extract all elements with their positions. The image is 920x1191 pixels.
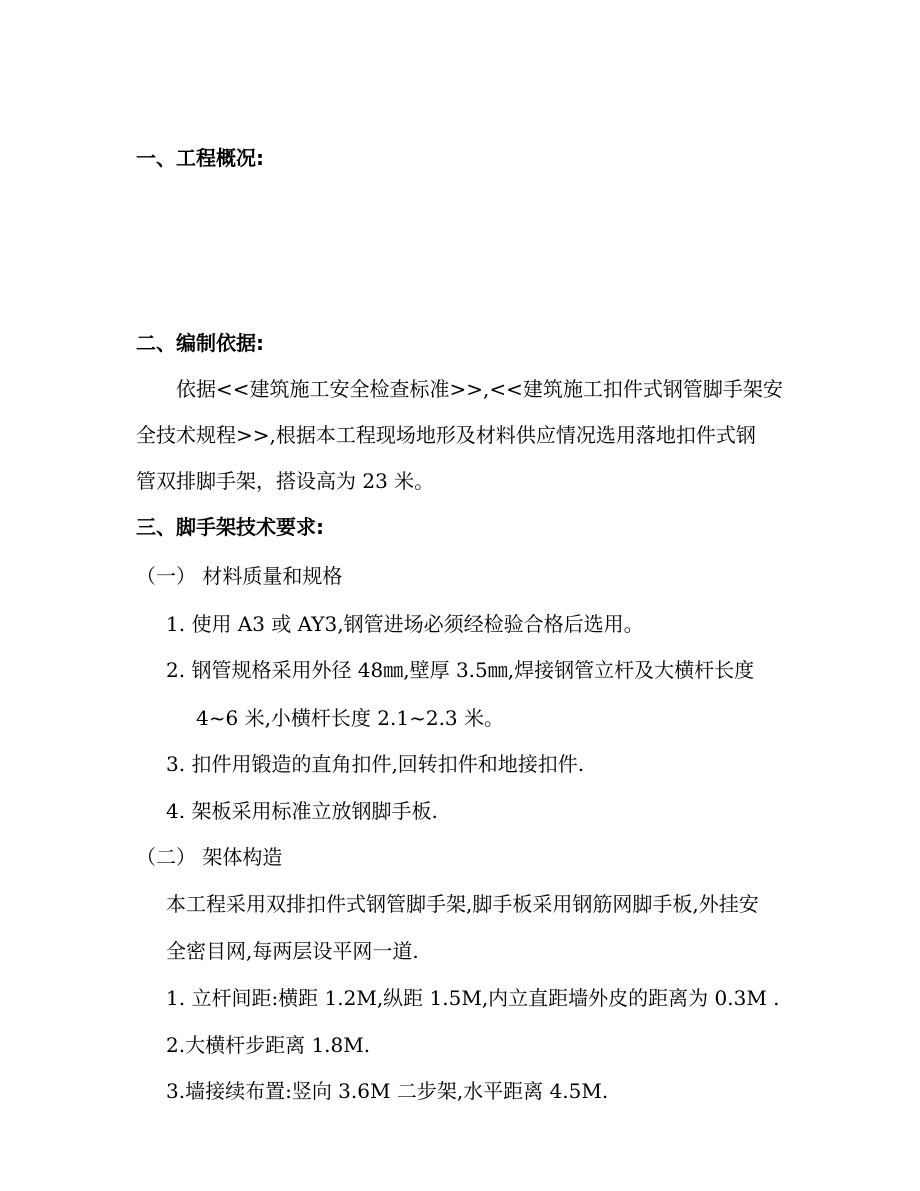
subsection-2-paragraph-line-1: 本工程采用双排扣件式钢管脚手架,脚手板采用钢筋网脚手板,外挂安: [166, 892, 759, 916]
subsection-1-item-2-line-2: 4~6 米,小横杆长度 2.1~2.3 米。: [196, 706, 505, 730]
subsection-1-item-3: 3. 扣件用锻造的直角扣件,回转扣件和地接扣件.: [166, 752, 585, 776]
subsection-1-heading: （一） 材料质量和规格: [136, 564, 343, 588]
subsection-1-item-2-line-1: 2. 钢管规格采用外径 48㎜,壁厚 3.5㎜,焊接钢管立杆及大横杆长度: [166, 658, 755, 682]
subsection-2-heading: （二） 架体构造: [136, 845, 283, 869]
subsection-2-paragraph-line-2: 全密目网,每两层设平网一道.: [166, 939, 419, 963]
section-1-heading: 一、工程概况:: [136, 146, 264, 170]
subsection-1-item-4: 4. 架板采用标准立放钢脚手板.: [166, 799, 438, 823]
subsection-2-item-1: 1. 立杆间距:横距 1.2M,纵距 1.5M,内立直距墙外皮的距离为 0.3M .: [166, 986, 780, 1010]
section-2-paragraph-line-1: 依据<<建筑施工安全检查标准>>,<<建筑施工扣件式钢管脚手架安: [176, 377, 783, 401]
section-2-paragraph-line-2: 全技术规程>>,根据本工程现场地形及材料供应情况选用落地扣件式钢: [136, 423, 756, 447]
section-3-heading: 三、脚手架技术要求:: [136, 515, 324, 539]
subsection-1-item-1: 1. 使用 A3 或 AY3,钢管进场必须经检验合格后选用。: [166, 612, 644, 636]
subsection-2-item-2: 2.大横杆步距离 1.8M.: [166, 1033, 371, 1057]
subsection-2-item-3: 3.墙接续布置:竖向 3.6M 二步架,水平距离 4.5M.: [166, 1079, 609, 1103]
section-2-heading: 二、编制依据:: [136, 331, 264, 355]
section-2-paragraph-line-3: 管双排脚手架，搭设高为 23 米。: [136, 469, 435, 493]
